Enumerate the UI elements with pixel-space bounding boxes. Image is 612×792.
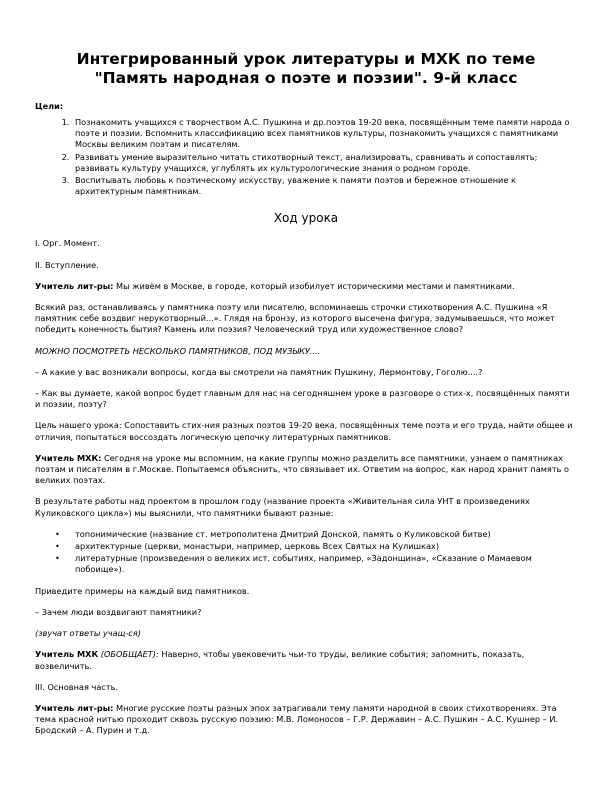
section-main: III. Основная часть. <box>35 681 119 692</box>
list-item: • топонимические (название ст. метрополитена Дмитрий Донской, память о Куликовской битве) <box>55 528 491 539</box>
section-intro: II. Вступление. <box>35 259 99 270</box>
paragraph <box>35 453 577 487</box>
speaker-label: Учитель МХК <box>35 649 99 660</box>
speaker-label: Учитель лит-ры: <box>35 280 114 291</box>
paragraph: – А какие у вас возникали вопросы, когда вы смотрели на памятник Пушкину, Лермонтову, Гоголю....? <box>35 366 483 377</box>
document-page <box>35 50 577 747</box>
list-item: • архитектурные (церкви, монастыри, например, церковь Всех Святых на Кулишках) <box>55 541 440 552</box>
title-line-1: Интегрированный урок литературы и МХК по теме <box>76 50 536 68</box>
speaker-note: (ОБОБЩАЕТ): <box>98 649 159 660</box>
paragraph <box>35 649 577 671</box>
title-line-2: "Память народная о поэте и поэзии". 9-й класс <box>94 69 518 87</box>
paragraph: Приведите примеры на каждый вид памятников. <box>35 585 250 596</box>
monument-types-list <box>35 529 577 576</box>
goal-item: 2. Развивать умение выразительно читать стихотворный текст, анализировать, сравнивать и сопоставлять; развивать культуру учащихся, углублять их культурологические знания о родном городе. <box>72 152 577 174</box>
goals-list <box>35 117 577 197</box>
bullet-icon: • <box>55 541 60 552</box>
list-item: • литературные (произведения о великих ист. событиях, например, «Задонщина», «Сказание о Мамаевом побоище»). <box>55 553 532 575</box>
goal-item: 3. Воспитывать любовь к поэтическому искусству, уважение к памяти поэтов и бережное отношение к архитектурным памятникам. <box>72 175 577 197</box>
paragraph: Цель нашего урока: Сопоставить стих-ния разных поэтов 19-20 века, посвящённых теме поэта и его труда, найти общее и отличия, попытаться воссоздать логическую цепочку литературных памятников. <box>35 420 573 442</box>
paragraph <box>35 281 577 292</box>
paragraph-note: МОЖНО ПОСМОТРЕТЬ НЕСКОЛЬКО ПАМЯТНИКОВ, ПОД МУЗЫКУ.... <box>35 345 321 356</box>
lesson-heading: Ход урока <box>273 211 339 226</box>
paragraph: Всякий раз, останавливаясь у памятника поэту или писателю, вспоминаешь строчки стихотворения А.С. Пушкина «Я памятник себе воздвиг нерукотворный...». Глядя на бронзу, из которого высечена фигура, задумываешься, что может победить конечность бытия? Камень или поэзия? Человеческий труд или художественное слово? <box>35 302 555 335</box>
paragraph-text: Многие русские поэты разных эпох затрагивали тему памяти народной в своих стихотворениях. Эта тема красной нитью проходит сквозь русскую поэзию: М.В. Ломоносов – Г.Р. Державин – А.С. Пушкин – А.С. Кушнер – И. Бродский – А. Пурин и т.д. <box>35 702 559 736</box>
bullet-icon: • <box>55 528 60 539</box>
speaker-label: Учитель МХК: <box>35 452 102 463</box>
goal-item: 1. Познакомить учащихся с творчеством А.С. Пушкина и др.поэтов 19-20 века, посвящённым теме памяти народа о поэте и поэзии. Вспомнить классификацию всех памятников культуры, познакомить учащихся с памятниками Москвы великим поэтам и писателям. <box>72 117 577 151</box>
paragraph-text: Сегодня на уроке мы вспомним, на какие группы можно разделить все памятники, узнаем о памятниках поэтам и писателям в г.Москве. Попытаемся объяснить, что связывает их. Ответим на вопрос, как народ хранит память о великих поэтах. <box>35 452 570 486</box>
paragraph <box>35 703 577 737</box>
speaker-label: Учитель лит-ры: <box>35 702 114 713</box>
bullet-icon: • <box>55 553 60 564</box>
paragraph-note: (звучат ответы учащ-ся) <box>35 628 141 639</box>
goals-label: Цели: <box>35 101 64 111</box>
paragraph: – Зачем люди воздвигают памятники? <box>35 606 202 617</box>
paragraph-text: Наверно, чтобы увековечить чьи-то труды, великие события; запомнить, показать, возвеличить. <box>35 649 525 671</box>
page-title <box>35 50 577 88</box>
paragraph: В результате работы над проектом в прошлом году (название проекта «Живительная сила УНТ в произведениях Куликовского цикла») мы выяснили, что памятники бывают разные: <box>35 496 530 518</box>
paragraph: – Как вы думаете, какой вопрос будет главным для нас на сегодняшнем уроке в разговоре о стих-х, посвящённых памяти и поэзии, поэту? <box>35 388 570 410</box>
section-org: I. Орг. Момент. <box>35 238 100 249</box>
paragraph-text: Мы живём в Москве, в городе, который изобилует историческими местами и памятниками. <box>113 280 515 291</box>
